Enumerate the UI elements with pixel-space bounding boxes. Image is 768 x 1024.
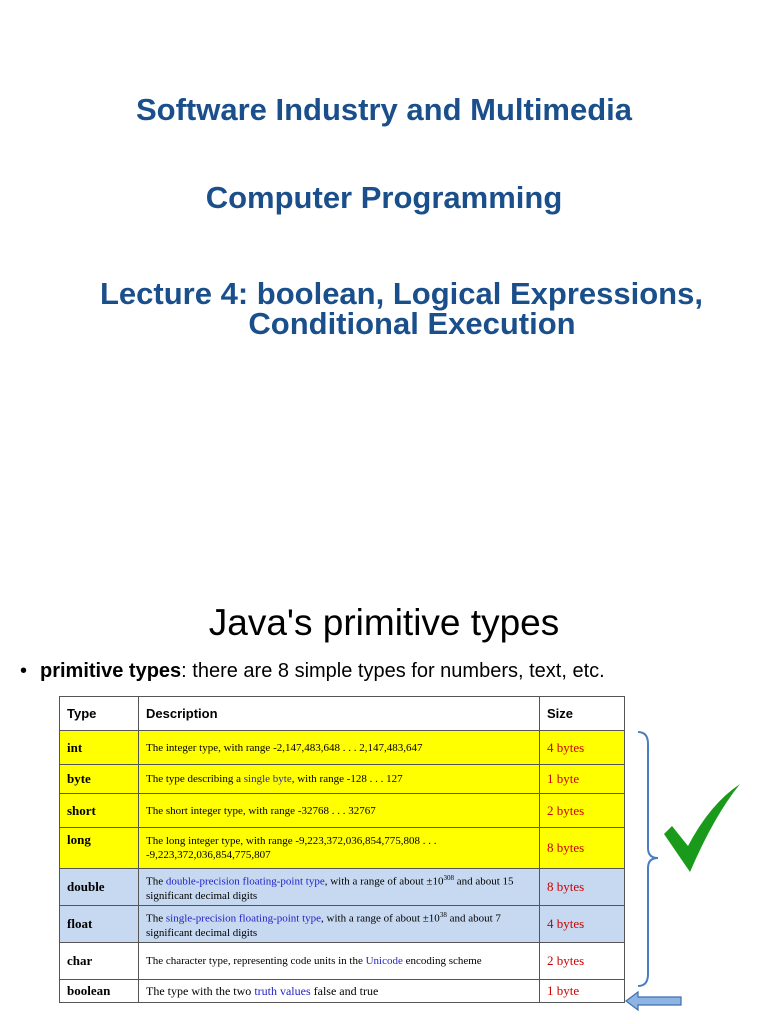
type-description: The type with the two truth values false and true — [139, 980, 540, 1003]
bullet-primitive-types — [20, 660, 605, 683]
bullet-icon: • — [20, 660, 28, 682]
left-arrow-icon — [624, 990, 684, 1012]
primitive-types-table — [59, 696, 625, 1003]
type-size: 4 bytes — [540, 731, 625, 765]
type-name: double — [60, 869, 139, 906]
table-row — [60, 980, 625, 1003]
type-name: char — [60, 943, 139, 980]
table-row — [60, 828, 625, 869]
type-name: boolean — [60, 980, 139, 1003]
type-size: 8 bytes — [540, 869, 625, 906]
lecture-title-line2: Conditional Execution — [248, 306, 576, 341]
type-description: The character type, representing code units in the Unicode encoding scheme — [139, 943, 540, 980]
description-link[interactable]: single byte — [243, 773, 292, 785]
type-size: 1 byte — [540, 765, 625, 794]
table-row — [60, 943, 625, 980]
bullet-text: : there are 8 simple types for numbers, text, etc. — [181, 660, 605, 682]
type-name: float — [60, 906, 139, 943]
type-size: 8 bytes — [540, 828, 625, 869]
type-name: byte — [60, 765, 139, 794]
type-description: The integer type, with range -2,147,483,648 . . . 2,147,483,647 — [139, 731, 540, 765]
type-name: int — [60, 731, 139, 765]
type-description: The type describing a single byte, with range -128 . . . 127 — [139, 765, 540, 794]
course-title: Software Industry and Multimedia — [135, 92, 633, 127]
type-description: The long integer type, with range -9,223,372,036,854,775,808 . . . -9,223,372,036,854,775,807 — [139, 828, 540, 869]
type-size: 1 byte — [540, 980, 625, 1003]
type-description: The short integer type, with range -32768 . . . 32767 — [139, 794, 540, 828]
description-link[interactable]: truth values — [254, 984, 311, 998]
table-row — [60, 731, 625, 765]
checkmark-icon — [660, 782, 742, 874]
header-size: Size — [540, 697, 625, 731]
slide-title: Java's primitive types — [208, 602, 560, 643]
type-size: 2 bytes — [540, 943, 625, 980]
type-name: long — [60, 828, 139, 869]
table-row — [60, 765, 625, 794]
description-link[interactable]: single-precision floating-point type — [165, 912, 322, 925]
bullet-bold-term: primitive types — [40, 660, 182, 682]
subject-title: Computer Programming — [205, 180, 563, 215]
description-link[interactable]: double-precision floating-point type — [165, 875, 325, 888]
header-description: Description — [139, 697, 540, 731]
table-header-row — [60, 697, 625, 731]
type-description: The single-precision floating-point type, with a range of about $\pm 10^{38}$ and about 7 significant decimal digits — [139, 906, 540, 943]
type-name: short — [60, 794, 139, 828]
description-link[interactable]: Unicode — [365, 955, 403, 967]
type-size: 2 bytes — [540, 794, 625, 828]
table-row — [60, 869, 625, 906]
table-row — [60, 794, 625, 828]
type-description: The double-precision floating-point type, with a range of about $\pm 10^{308}$ and about 15 significant decimal digits — [139, 869, 540, 906]
lecture-title-line1: Lecture 4: boolean, Logical Expressions, — [100, 276, 703, 311]
type-size: 4 bytes — [540, 906, 625, 943]
header-type: Type — [60, 697, 139, 731]
table-row — [60, 906, 625, 943]
